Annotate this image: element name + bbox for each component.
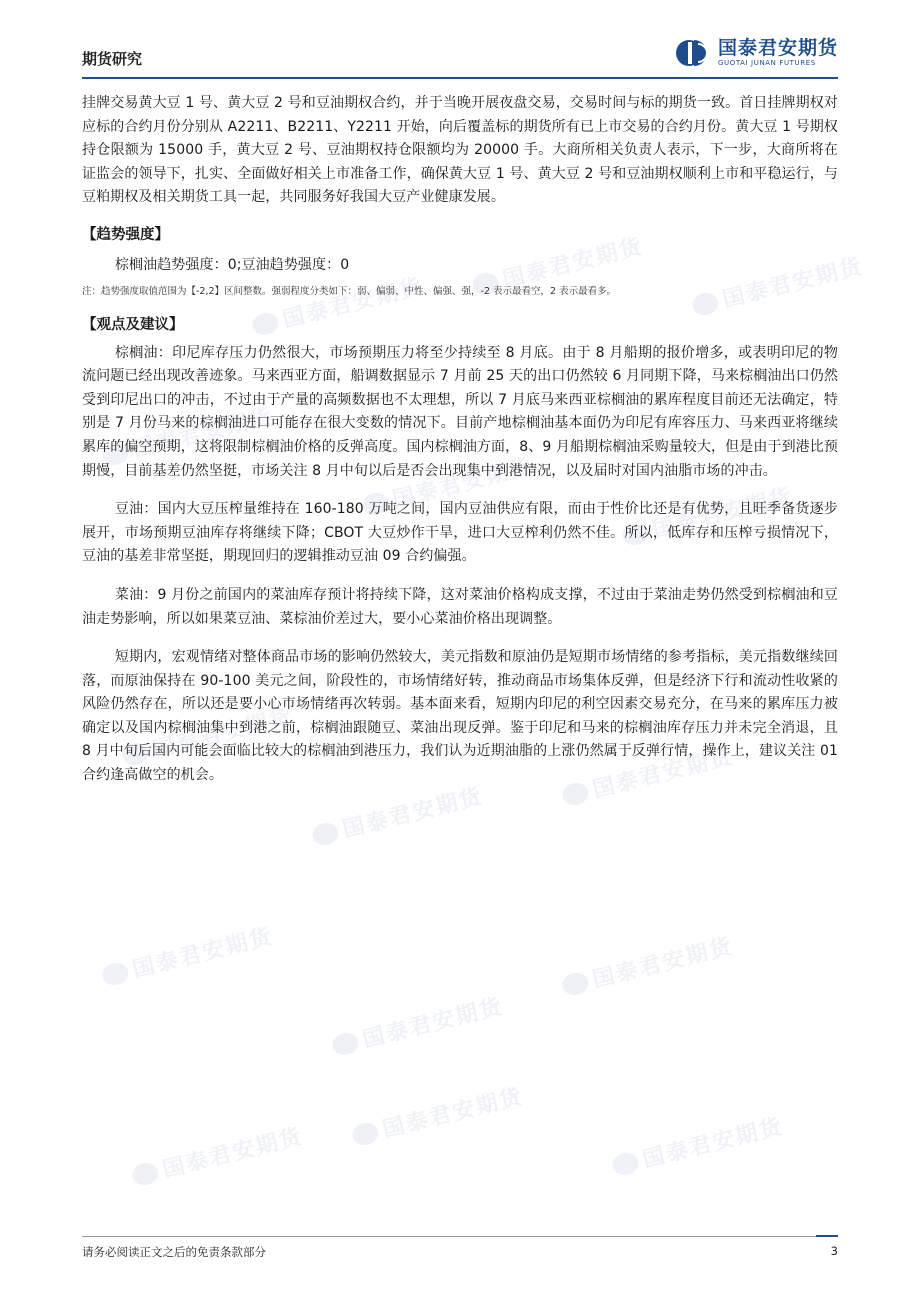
- watermark-mark-icon: [310, 820, 341, 848]
- watermark-text: 国泰君安期货: [390, 454, 536, 514]
- watermark-text: 国泰君安期货: [150, 704, 296, 764]
- header-title: 期货研究: [82, 50, 143, 68]
- watermark-mark-icon: [330, 1030, 361, 1058]
- watermark-mark-icon: [560, 970, 591, 998]
- soybean-oil-paragraph: 豆油：国内大豆压榨量维持在 160-180 万吨之间，国内豆油供应有限，而由于性价比还是有优势，且旺季备货逐步展开，市场预期豆油库存将继续下降；CBOT 大豆炒作干旱，进口大豆榨利仍然不佳。所以，低库存和压榨亏损情况下，豆油的基差非常坚挺，期现回归的逻辑推动豆油 09 合约偏强。: [82, 501, 838, 565]
- watermark-logo: [609, 1109, 786, 1181]
- watermark-text: 国泰君安期货: [640, 1114, 786, 1174]
- watermark-text: 国泰君安期货: [380, 1084, 526, 1144]
- trend-text: 棕榈油趋势强度：0;豆油趋势强度：0: [114, 256, 350, 273]
- watermark-text: 国泰君安期货: [130, 404, 276, 464]
- watermark-text: 国泰君安期货: [360, 994, 506, 1054]
- brand-name-cn: 国泰君安期货: [717, 37, 838, 59]
- summary-paragraph: 短期内，宏观情绪对整体商品市场的影响仍然较大，美元指数和原油仍是短期市场情绪的参考指标，美元指数继续回落，而原油保持在 90-100 美元之间，阶段性的，市场情绪好转，推动商品市场集体反弹，但是经济下行和流动性收紧的风险仍然存在，所以还是要小心市场情绪再次转弱。基本面来看，短期内印尼的利空因素交易充分，在马来的累库压力被确定以及国内棕榈油集中到港之前，棕榈油跟随豆、菜油出现反弹。鉴于印尼和马来的棕榈油库存压力并未完全消退，且 8 月中旬后国内可能会面临比较大的棕榈油到港压力，我们认为近期油脂的上涨仍然属于反弹行情，操作上，建议关注 01 合约逢高做空的机会。: [82, 649, 838, 784]
- watermark-text: 国泰君安期货: [340, 784, 486, 844]
- watermark-text: 国泰君安期货: [590, 934, 736, 994]
- watermark-logo: [349, 1079, 526, 1151]
- trend-heading: 【趋势强度】: [82, 226, 169, 243]
- watermark-text: 国泰君安期货: [590, 744, 736, 804]
- watermark-mark-icon: [100, 960, 131, 988]
- watermark-logo: [309, 779, 486, 851]
- view-heading: 【观点及建议】: [82, 316, 184, 333]
- watermark-text: 国泰君安期货: [280, 274, 426, 334]
- watermark-logo: [329, 989, 506, 1061]
- palm-oil-paragraph: 棕榈油：印尼库存压力仍然很大，市场预期压力将至少持续至 8 月底。由于 8 月船期的报价增多，或表明印尼的物流问题已经出现改善迹象。马来西亚方面，船调数据显示 7 月前 25 天的出口仍然较 6 月同期下降，马来棕榈油出口仍然受到印尼出口的冲击，不过由于产量的高频数据也不太理想，所以 7 月底马来西亚棕榈油的累库程度目前还无法确定，特别是 7 月份马来的棕榈油进口可能存在很大变数的情况下。目前产地棕榈油基本面仍为印尼有库容压力、马来西亚将继续累库的偏空预期，这将限制棕榈油价格的反弹高度。国内棕榈油方面，8、9 月船期棕榈油采购量较大，但是由于到港比预期慢，目前基差仍然坚挺，市场关注 8 月中旬以后是否会出现集中到港情况，以及届时对国内油脂市场的冲击。: [82, 344, 838, 479]
- page-header: [82, 30, 838, 76]
- intro-paragraph: 挂牌交易黄大豆 1 号、黄大豆 2 号和豆油期权合约，并于当晚开展夜盘交易，交易时间与标的期货一致。首日挂牌期权对应标的合约月份分别从 A2211、B2211、Y2211 开始，向后覆盖标的期货所有已上市交易的合约月份。黄大豆 1 号期权持仓限额为 15000 手，黄大豆 2 号、豆油期权持仓限额均为 20000 手。大商所相关负责人表示，下一步，大商所将在证监会的领导下，扎实、全面做好相关上市准备工作，确保黄大豆 1 号、黄大豆 2 号和豆油期权顺利上市和平稳运行，与豆粕期权及相关期货工具一起，共同服务好我国大豆产业健康发展。: [82, 95, 838, 206]
- watermark-logo: [129, 1119, 306, 1191]
- watermark-text: 国泰君安期货: [160, 1124, 306, 1184]
- watermark-text: 国泰君安期货: [130, 924, 276, 984]
- trend-note: 注：趋势强度取值范围为【-2,2】区间整数。强弱程度分类如下：弱、偏弱、中性、偏强、强，-2 表示最看空，2 表示最看多。: [82, 285, 617, 297]
- watermark-mark-icon: [350, 1120, 381, 1148]
- watermark-logo: [99, 919, 276, 991]
- brand-logo-icon: [676, 38, 712, 68]
- watermark-text: 国泰君安期货: [650, 484, 796, 544]
- brand-name-en: GUOTAI JUNAN FUTURES: [717, 59, 816, 67]
- watermark-logo: [559, 929, 736, 1001]
- watermark-mark-icon: [610, 1150, 641, 1178]
- brand-logo: [676, 36, 838, 70]
- watermark-text: 国泰君安期货: [720, 254, 866, 314]
- watermark-text: 国泰君安期货: [500, 234, 646, 294]
- footer-disclaimer: 请务必阅读正文之后的免责条款部分: [82, 1245, 266, 1259]
- rapeseed-oil-paragraph: 菜油：9 月份之前国内的菜油库存预计将持续下降，这对菜油价格构成支撑，不过由于菜油走势仍然受到棕榈油和豆油走势影响，所以如果菜豆油、菜棕油价差过大，要小心菜油价格出现调整。: [82, 586, 838, 627]
- header-divider: [82, 77, 838, 79]
- footer-divider-accent: [816, 1235, 838, 1237]
- watermark-mark-icon: [130, 1160, 161, 1188]
- page-number: 3: [830, 1244, 838, 1258]
- document-body: [82, 92, 838, 788]
- footer-divider: [82, 1236, 838, 1237]
